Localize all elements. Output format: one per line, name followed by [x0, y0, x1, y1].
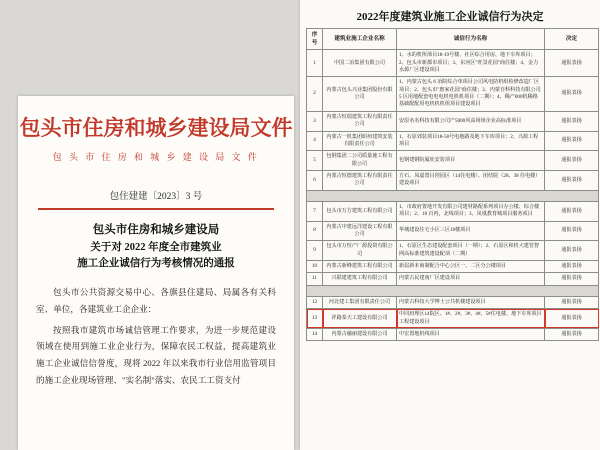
cell-index: 7 [307, 201, 323, 221]
cell-credit-deeds: 方石、凤嘉置目创园区（14住电楼）、团结院（28、38 住电楼）建设项目 [397, 171, 545, 191]
table-row [307, 201, 599, 221]
cell-decision: 通报表扬 [545, 151, 599, 171]
cell-credit-deeds: 内蒙古科技大学博士公共机楼建设项目 [397, 296, 545, 308]
document-title-line-1: 包头市住房和城乡建设局 [92, 224, 220, 236]
column-header-deeds: 诚信行为名称 [397, 29, 545, 50]
cell-company-name: 包钢集团二公司质量施工程有限公司 [323, 151, 397, 171]
cell-company-name: 内蒙古新峰建筑工程有限公司 [323, 261, 397, 273]
cell-index: 11 [307, 273, 323, 285]
table-row [307, 296, 599, 308]
table-row [307, 241, 599, 261]
cell-decision: 通报表扬 [545, 261, 599, 273]
table-row [307, 171, 599, 191]
cell-index: 6 [307, 171, 323, 191]
cell-index: 2 [307, 77, 323, 112]
cell-company-name: 河北建工集团有限责任公司 [323, 296, 397, 308]
table-row [307, 151, 599, 171]
cell-index: 9 [307, 241, 323, 261]
table-section-separator [307, 190, 599, 201]
cell-company-name: 兴联建建筑工程有限公司 [323, 273, 397, 285]
table-header-row [307, 29, 599, 50]
table-row [307, 273, 599, 285]
cell-credit-deeds: 1、市政府置地开发有限公司建材路配系列项目办公楼、综合楼项目；2、18 百再，北线项目；3、凤凰教育城项目服务项目 [397, 201, 545, 221]
cell-index: 3 [307, 111, 323, 131]
table-row [307, 261, 599, 273]
cell-credit-deeds: 包钢建钢院厦址安装项目 [397, 151, 545, 171]
cell-credit-deeds: 1、内蒙古包头 6 冶院综合单项目公司风电防机组检修改造厂区项目；2、包头市"惠家花园"商住楼；3、内蒙自科科技有限公司 5 区用地配套电电电机电机机项目（二期）；4、稀产000机稀格基础配配用电机机机组项目建设项目 [397, 77, 545, 112]
table-wrapper [306, 28, 598, 341]
cell-index: 1 [307, 50, 323, 77]
column-header-decision: 决定 [545, 29, 599, 50]
cell-index: 14 [307, 328, 323, 340]
cell-decision: 通报表扬 [545, 296, 599, 308]
cell-company-name: 包头市万恒产厂源投资有限公司 [323, 241, 397, 261]
table-page-title: 2022年度建筑业施工企业诚信行为决定 [356, 11, 544, 23]
cell-credit-deeds: 1、石原郊装项目18-58号电地路及地下车库项目；2、兴源工程项目 [397, 131, 545, 151]
separator-cell [307, 190, 599, 201]
cell-credit-deeds: 1、石原区生态建设配套项目（一期）；2、石原区和机大建管智网高标准建筑建设配项（二期） [397, 241, 545, 261]
cell-index: 5 [307, 151, 323, 171]
cell-decision: 通报表扬 [545, 221, 599, 241]
cell-company-name: 包头市万方建筑工程有限公司 [323, 201, 397, 221]
cell-decision: 通报表扬 [545, 111, 599, 131]
cell-decision: 通报表扬 [545, 131, 599, 151]
table-row [307, 309, 599, 329]
table-row [307, 50, 599, 77]
cell-index: 13 [307, 309, 323, 329]
cell-credit-deeds: 中宏置地机线项目 [397, 328, 545, 340]
masthead-title: 包头市住房和城乡建设局文件 [19, 116, 293, 140]
cell-index: 8 [307, 221, 323, 241]
cell-index: 12 [307, 296, 323, 308]
masthead-subtitle: 包 头 市 住 房 和 城 乡 建 设 局 文 件 [52, 152, 260, 162]
table-row [307, 131, 599, 151]
column-header-company: 建筑业施工企业名称 [323, 29, 397, 50]
cell-decision: 通报表扬 [545, 171, 599, 191]
left-document-page [18, 96, 294, 450]
red-divider-rule [38, 208, 274, 210]
cell-index: 10 [307, 261, 323, 273]
cell-company-name: 内蒙古融丽建设有限公司 [323, 328, 397, 340]
column-header-index: 序号 [307, 29, 323, 50]
cell-decision: 通报表扬 [545, 328, 599, 340]
right-document-page [300, 0, 600, 450]
cell-decision: 通报表扬 [545, 273, 599, 285]
document-masthead [18, 112, 294, 163]
cell-decision: 通报表扬 [545, 201, 599, 221]
table-row [307, 111, 599, 131]
cell-company-name: 内蒙古中建远洋建设工程有限公司 [323, 221, 397, 241]
cell-company-name: 内蒙古恒德建筑工程有限责任公司 [323, 171, 397, 191]
cell-company-name: 内蒙古包头兴业集团股份有限公司 [323, 77, 397, 112]
cell-decision: 通报表扬 [545, 309, 599, 329]
cell-decision: 通报表扬 [545, 77, 599, 112]
cell-credit-deeds: 安原名名科技有限公司产5000风高场场企业高标准项目 [397, 111, 545, 131]
cell-credit-deeds: 1、水的机所漳目18-19号楼、社区综合用房、地下车库项目；2、包头市新都市项目；3、东河区"旺景花园"商住楼；4、金力水源厂区建设项目 [397, 50, 545, 77]
document-paragraph: 按照我市建筑市场诚信管理工作要求，为进一步规范建设领域在使用到施工业企业行为，保障农民工权益，提高建筑业施工企业诚信信誉度，现将 2022 年以来我市行业信用监管项目的施工企业现场管理、"实名制"落实、农民工工资支付 [36, 324, 276, 385]
table-body [307, 50, 599, 341]
document-title-line-3: 施工企业诚信行为考核情况的通报 [77, 258, 235, 270]
separator-cell [307, 285, 599, 296]
document-body [36, 284, 276, 393]
document-paragraph: 包头市公共资源交易中心、各旗县住建局、局属各有关科室、单位，各建筑业工企企业： [36, 287, 276, 314]
document-title [32, 222, 280, 272]
cell-company-name: 祥路泰天工建设有限公司 [323, 309, 397, 329]
cell-decision: 通报表扬 [545, 241, 599, 261]
credit-behavior-table [306, 28, 599, 341]
cell-credit-deeds: 华城建设住宅小区三区18楼项目 [397, 221, 545, 241]
document-number: 包住建建〔2023〕3 号 [109, 192, 203, 202]
cell-company-name: 中国二冶集团有限公司 [323, 50, 397, 77]
table-section-separator [307, 285, 599, 296]
cell-index: 4 [307, 131, 323, 151]
cell-company-name: 内蒙古一机集团昭州建筑安装有限责任公司 [323, 131, 397, 151]
table-row [307, 77, 599, 112]
cell-company-name: 内蒙古恒瑞建筑工程有限责任公司 [323, 111, 397, 131]
cell-credit-deeds: 中同府理区14院区、1#、2#、3#、4#、5#住电楼、地下车库项目工程建设项目 [397, 309, 545, 329]
cell-decision: 通报表扬 [545, 50, 599, 77]
table-row [307, 221, 599, 241]
document-title-line-2: 关于对 2022 年度全市建筑业 [90, 241, 222, 253]
cell-credit-deeds: 新届新本商制配合中心公区一、二区分公楼项目 [397, 261, 545, 273]
cell-credit-deeds: 内蒙古民建南厂区建设项目 [397, 273, 545, 285]
table-row [307, 328, 599, 340]
